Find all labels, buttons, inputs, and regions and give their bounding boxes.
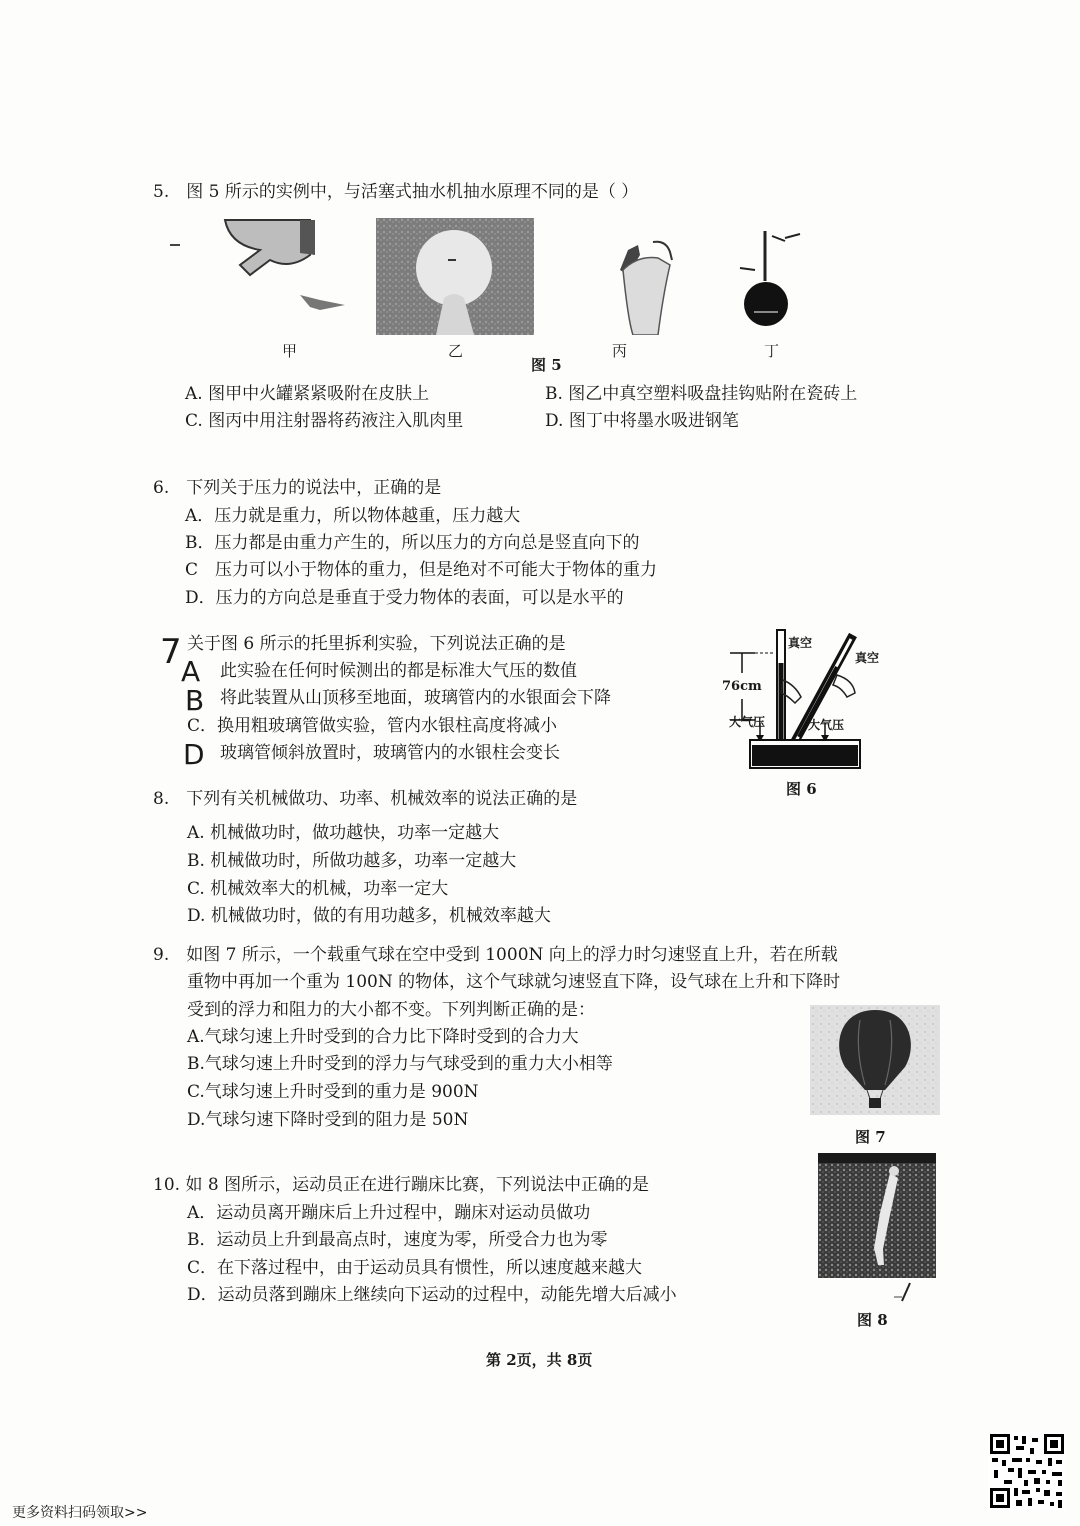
fig8-caption: 图 8 bbox=[857, 1311, 888, 1329]
q7-option-d: 玻璃管倾斜放置时，玻璃管内的水银柱会变长 bbox=[220, 743, 560, 763]
q6-option-c: C 压力可以小于物体的重力，但是绝对不可能大于物体的重力 bbox=[185, 560, 658, 580]
fig6-vacuum-right-label: 真空 bbox=[855, 651, 880, 665]
q9-stem-line-1: 9. 如图 7 所示，一个载重气球在空中受到 1000N 向上的浮力时匀速竖直上升，若在所载 bbox=[153, 945, 838, 965]
q10-option-a: A．运动员离开蹦床后上升过程中，蹦床对运动员做功 bbox=[187, 1203, 591, 1223]
q8-option-c: C. 机械效率大的机械，功率一定大 bbox=[187, 879, 449, 899]
q8-stem: 8. 下列有关机械做功、功率、机械效率的说法正确的是 bbox=[153, 789, 578, 809]
fig5-caption: 图 5 bbox=[531, 356, 562, 374]
q5-option-a: A. 图甲中火罐紧紧吸附在皮肤上 bbox=[185, 384, 430, 404]
q7-handwritten-a: A bbox=[181, 655, 201, 688]
q5-option-c: C. 图丙中用注射器将药液注入肌肉里 bbox=[185, 411, 464, 431]
fig6-atm-right-label: 大气压 bbox=[808, 718, 845, 732]
fig5-label-bing: 丙 bbox=[612, 342, 628, 360]
fig6-caption: 图 6 bbox=[786, 780, 817, 798]
q8-option-a: A. 机械做功时，做功越快，功率一定越大 bbox=[187, 823, 500, 843]
q9-stem-line-2: 重物中再加一个重为 100N 的物体，这个气球就匀速竖直下降，设气球在上升和下降时 bbox=[187, 972, 841, 992]
q7-option-b: 将此装置从山顶移至地面，玻璃管内的水银面会下降 bbox=[220, 688, 611, 708]
q7-option-a: 此实验在任何时候测出的都是标准大气压的数值 bbox=[220, 661, 577, 681]
q7-option-c: C．换用粗玻璃管做实验，管内水银柱高度将减小 bbox=[187, 716, 558, 736]
qr-code-icon[interactable] bbox=[988, 1432, 1066, 1510]
q10-stem: 10. 如 8 图所示，运动员正在进行蹦床比赛，下列说法中正确的是 bbox=[153, 1175, 650, 1195]
q9-option-c: C.气球匀速上升时受到的重力是 900N bbox=[187, 1082, 479, 1102]
q9-stem-line-3: 受到的浮力和阻力的大小都不变。下列判断正确的是： bbox=[187, 1000, 595, 1020]
q6-option-d: D．压力的方向总是垂直于受力物体的表面，可以是水平的 bbox=[185, 588, 624, 608]
fig5-ding-image bbox=[730, 226, 810, 336]
fig5-bing-image bbox=[598, 240, 678, 335]
fig7-balloon-image bbox=[810, 1005, 940, 1115]
q6-option-a: A．压力就是重力，所以物体越重，压力越大 bbox=[185, 506, 521, 526]
fig6-vacuum-left-label: 真空 bbox=[788, 636, 813, 650]
fig5-yi-image bbox=[376, 218, 534, 335]
q6-stem: 6. 下列关于压力的说法中，正确的是 bbox=[153, 478, 442, 498]
more-resources-link[interactable]: 更多资料扫码领取>> bbox=[12, 1505, 148, 1521]
q5-option-d: D. 图丁中将墨水吸进钢笔 bbox=[545, 411, 739, 431]
q10-option-d: D．运动员落到蹦床上继续向下运动的过程中，动能先增大后减小 bbox=[187, 1285, 677, 1305]
fig7-caption: 图 7 bbox=[855, 1128, 886, 1146]
q9-option-d: D.气球匀速下降时受到的阻力是 50N bbox=[187, 1110, 469, 1130]
q10-option-c: C．在下落过程中，由于运动员具有惯性，所以速度越来越大 bbox=[187, 1258, 643, 1278]
fig5-label-jia: 甲 bbox=[282, 342, 298, 360]
fig5-label-yi: 乙 bbox=[448, 342, 464, 360]
q5-stem: 5. 图 5 所示的实例中，与活塞式抽水机抽水原理不同的是（ ） bbox=[153, 182, 639, 202]
q9-option-a: A.气球匀速上升时受到的合力比下降时受到的合力大 bbox=[187, 1027, 579, 1047]
q5-option-b: B. 图乙中真空塑料吸盘挂钩贴附在瓷砖上 bbox=[545, 384, 858, 404]
q7-handwritten-d: D bbox=[183, 738, 205, 771]
q6-option-b: B．压力都是由重力产生的，所以压力的方向总是竖直向下的 bbox=[185, 533, 640, 553]
page-number: 第 2页，共 8页 bbox=[486, 1351, 593, 1369]
fig6-height-label: 76cm bbox=[722, 679, 762, 694]
fig5-jia-image bbox=[170, 215, 360, 340]
q8-option-d: D. 机械做功时，做的有用功越多，机械效率越大 bbox=[187, 906, 551, 926]
q10-option-b: B．运动员上升到最高点时，速度为零，所受合力也为零 bbox=[187, 1230, 608, 1250]
fig5-label-ding: 丁 bbox=[764, 342, 780, 360]
q7-stem: 关于图 6 所示的托里拆利实验，下列说法正确的是 bbox=[187, 634, 566, 654]
fig8-trampoline-image bbox=[818, 1153, 936, 1305]
fig6-atm-left-label: 大气压 bbox=[729, 715, 766, 729]
q7-handwritten-b: B bbox=[185, 684, 205, 717]
q7-handwritten-number: 7 bbox=[160, 632, 182, 672]
q8-option-b: B. 机械做功时，所做功越多，功率一定越大 bbox=[187, 851, 517, 871]
q9-option-b: B.气球匀速上升时受到的浮力与气球受到的重力大小相等 bbox=[187, 1054, 613, 1074]
